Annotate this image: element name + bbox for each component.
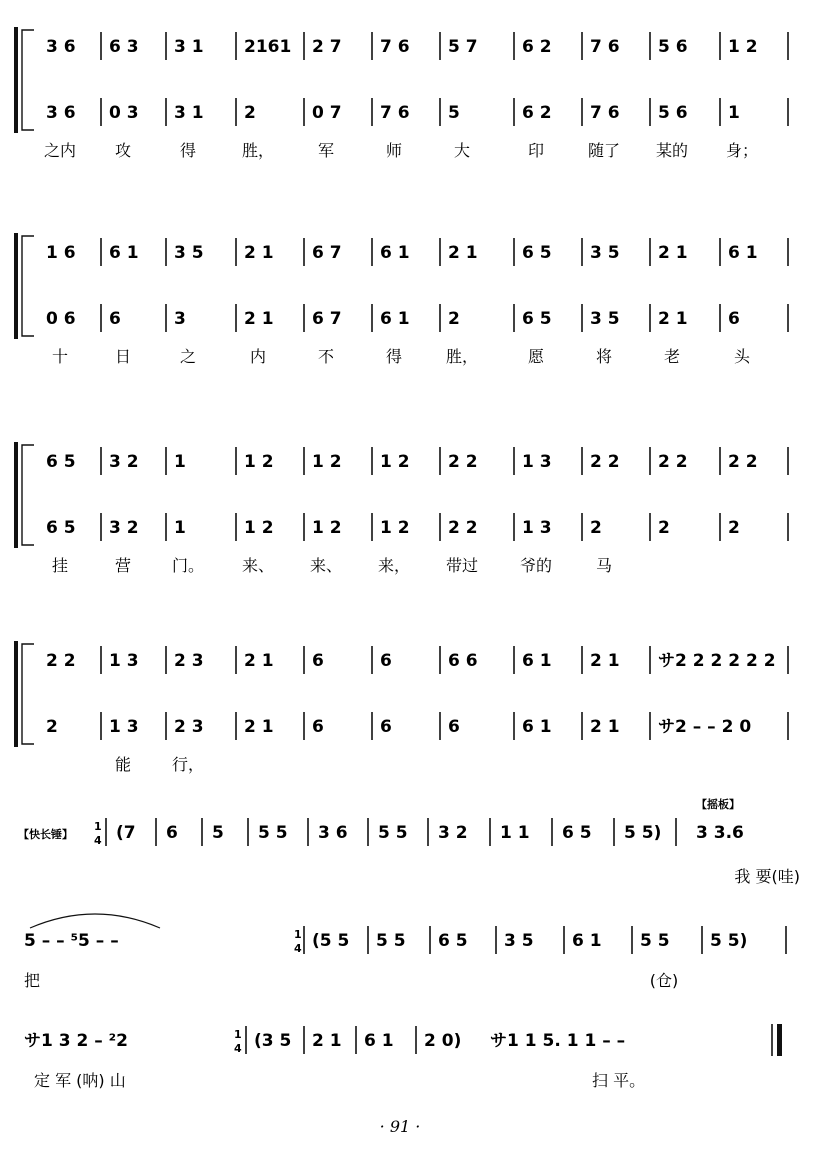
- lyric-syllable: 之: [179, 347, 197, 366]
- lyric-syllable: 爷的: [519, 556, 553, 575]
- lyric-syllable: 日: [114, 347, 132, 366]
- top-staff-note: 7 6: [380, 37, 410, 57]
- top-staff-note: 7 6: [590, 37, 620, 57]
- bottom-staff-note: 5 6: [658, 103, 688, 123]
- bottom-staff-note: 6 2: [522, 103, 552, 123]
- top-staff-note: 2 2: [728, 452, 758, 472]
- interlude-measure: 2 1: [312, 1031, 342, 1051]
- bottom-staff-note: 6: [728, 309, 740, 329]
- bottom-staff-note: 2: [658, 518, 670, 538]
- top-staff-note: 6 1: [380, 243, 410, 263]
- interlude-measure: 2 0): [424, 1031, 462, 1051]
- top-staff-note: サ2 2 2 2 2 2: [658, 651, 776, 671]
- top-staff-note: 2 2: [448, 452, 478, 472]
- bottom-staff-note: 7 6: [590, 103, 620, 123]
- lyric-syllable: 随了: [587, 141, 621, 160]
- prelude-measure: 6: [166, 823, 178, 843]
- bottom-staff-note: 2 2: [448, 518, 478, 538]
- lyric-line: 定 军 (呐) 山: [34, 1071, 126, 1090]
- bottom-staff-note: 1: [174, 518, 186, 538]
- lyric-syllable: 马: [595, 556, 613, 575]
- top-staff-note: 2 1: [244, 651, 274, 671]
- bottom-staff-note: 3 6: [46, 103, 76, 123]
- bottom-staff-note: 2 1: [244, 309, 274, 329]
- lyric-syllable: 来、: [241, 556, 275, 575]
- time-signature-numerator: 1: [294, 928, 302, 941]
- top-staff-note: 3 5: [590, 243, 620, 263]
- tie-arc: [30, 914, 160, 928]
- interlude-measure: 6 1: [572, 931, 602, 951]
- lyric-syllable: 来，: [377, 556, 411, 575]
- top-staff-note: 2 7: [312, 37, 342, 57]
- bottom-staff-note: 6: [448, 717, 460, 737]
- interlude-measure: (5 5: [312, 931, 350, 951]
- bottom-staff-note: サ2 – – 2 0: [658, 717, 752, 737]
- top-staff-note: 6 6: [448, 651, 478, 671]
- bottom-staff-note: 6: [380, 717, 392, 737]
- lyric-syllable: 行，: [171, 755, 205, 774]
- bottom-staff-note: 0 6: [46, 309, 76, 329]
- bottom-staff-note: 2: [244, 103, 256, 123]
- lyric-syllable: 愿: [527, 347, 545, 366]
- lyric-syllable: 得: [385, 347, 403, 366]
- top-staff-note: 3 5: [174, 243, 204, 263]
- lyric-syllable: 攻: [114, 141, 132, 160]
- bottom-staff-note: 3: [174, 309, 186, 329]
- interlude-measure: 6 5: [438, 931, 468, 951]
- bottom-staff-note: 6: [312, 717, 324, 737]
- prelude-measure: 1 1: [500, 823, 530, 843]
- bottom-staff-note: 6 5: [522, 309, 552, 329]
- system-bracket: [22, 30, 34, 130]
- interlude-measure: 5 5: [376, 931, 406, 951]
- top-staff-note: 1: [174, 452, 186, 472]
- lyric-syllable: 把: [24, 971, 41, 990]
- top-staff-note: 6 7: [312, 243, 342, 263]
- system-bracket-bar: [14, 27, 18, 133]
- system-bracket: [22, 445, 34, 545]
- top-staff-note: 3 6: [46, 37, 76, 57]
- system-bracket-bar: [14, 442, 18, 548]
- lyric-syllable: 不: [317, 347, 335, 366]
- top-staff-note: 1 2: [312, 452, 342, 472]
- lyric-syllable: 胜，: [241, 141, 275, 160]
- percussion-mark: (仓): [649, 971, 679, 990]
- page-number: · 91 ·: [379, 1117, 421, 1136]
- top-staff-note: 6: [312, 651, 324, 671]
- bottom-staff-note: 2 1: [658, 309, 688, 329]
- final-bar-thick: [777, 1024, 782, 1056]
- bottom-staff-note: 2: [728, 518, 740, 538]
- prelude-measure: 5 5: [378, 823, 408, 843]
- lyric-syllable: 来、: [309, 556, 343, 575]
- top-staff-note: 2 1: [244, 243, 274, 263]
- top-staff-note: 2 1: [448, 243, 478, 263]
- prelude-measure: (7: [116, 823, 136, 843]
- top-staff-note: 6 1: [109, 243, 139, 263]
- top-staff-note: 2161: [244, 37, 292, 57]
- bottom-staff-note: 1 2: [312, 518, 342, 538]
- time-signature-denominator: 4: [294, 942, 302, 955]
- system-bracket: [22, 236, 34, 336]
- lyric-syllable: 挂: [51, 556, 69, 575]
- bottom-staff-note: 1 2: [244, 518, 274, 538]
- system-bracket-bar: [14, 641, 18, 747]
- top-staff-note: 1 2: [380, 452, 410, 472]
- lyric-syllable: 印: [527, 141, 545, 160]
- system-bracket: [22, 644, 34, 744]
- bottom-staff-note: 5: [448, 103, 460, 123]
- lyric-line: 扫 平。: [592, 1071, 646, 1090]
- bottom-staff-note: 6 1: [380, 309, 410, 329]
- free-meter-notes: サ1 3 2 – ²2: [24, 1031, 128, 1051]
- bottom-staff-note: 1: [728, 103, 740, 123]
- top-staff-note: 2 2: [590, 452, 620, 472]
- section-label-yaoban: 【摇板】: [696, 798, 740, 811]
- interlude-measure: 3 5: [504, 931, 534, 951]
- interlude-measure: (3 5: [254, 1031, 292, 1051]
- lyric-line: 我 要(哇): [734, 867, 800, 886]
- bottom-staff-note: 3 2: [109, 518, 139, 538]
- top-staff-note: 6 2: [522, 37, 552, 57]
- lyric-syllable: 之内: [43, 141, 77, 160]
- prelude-measure: 5: [212, 823, 224, 843]
- lyric-syllable: 大: [453, 141, 471, 160]
- bottom-staff-note: 2 1: [590, 717, 620, 737]
- top-staff-note: 2 2: [658, 452, 688, 472]
- bottom-staff-note: 2: [46, 717, 58, 737]
- top-staff-note: 6 5: [46, 452, 76, 472]
- bottom-staff-note: 0 3: [109, 103, 139, 123]
- top-staff-note: 1 3: [109, 651, 139, 671]
- time-signature-numerator: 1: [234, 1028, 242, 1041]
- bottom-staff-note: 2: [448, 309, 460, 329]
- top-staff-note: 6 1: [522, 651, 552, 671]
- time-signature-denominator: 4: [94, 834, 102, 847]
- top-staff-note: 1 2: [244, 452, 274, 472]
- bottom-staff-note: 2: [590, 518, 602, 538]
- lyric-syllable: 师: [385, 141, 403, 160]
- top-staff-note: 6 3: [109, 37, 139, 57]
- lyric-syllable: 得: [179, 141, 197, 160]
- top-staff-note: 1 6: [46, 243, 76, 263]
- bottom-staff-note: 1 2: [380, 518, 410, 538]
- interlude-measure: 5 5: [640, 931, 670, 951]
- prelude-measure: 3 2: [438, 823, 468, 843]
- lyric-syllable: 头: [733, 347, 751, 366]
- lyric-syllable: 能: [114, 755, 132, 774]
- interlude-measure: 6 1: [364, 1031, 394, 1051]
- system-bracket-bar: [14, 233, 18, 339]
- time-signature-numerator: 1: [94, 820, 102, 833]
- top-staff-note: 6: [380, 651, 392, 671]
- section-label-kuaichangchui: 【快长锤】: [18, 828, 73, 841]
- lyric-syllable: 门。: [171, 556, 205, 575]
- bottom-staff-note: 3 5: [590, 309, 620, 329]
- top-staff-note: 3 2: [109, 452, 139, 472]
- top-staff-note: 3 1: [174, 37, 204, 57]
- bottom-staff-note: 6 7: [312, 309, 342, 329]
- top-staff-note: 2 2: [46, 651, 76, 671]
- prelude-measure: 5 5): [624, 823, 662, 843]
- lyric-syllable: 老: [663, 347, 681, 366]
- top-staff-note: 6 5: [522, 243, 552, 263]
- top-staff-note: 2 1: [590, 651, 620, 671]
- bottom-staff-note: 2 3: [174, 717, 204, 737]
- prelude-measure: 3 6: [318, 823, 348, 843]
- lyric-syllable: 某的: [655, 141, 689, 160]
- prelude-measure: 6 5: [562, 823, 592, 843]
- held-note: 5 – – ⁵5 – –: [24, 931, 119, 951]
- lyric-syllable: 将: [595, 347, 613, 366]
- bottom-staff-note: 0 7: [312, 103, 342, 123]
- lyric-syllable: 营: [114, 556, 132, 575]
- top-staff-note: 5 7: [448, 37, 478, 57]
- ending-notes: サ1 1 5. 1 1 – –: [490, 1031, 626, 1051]
- interlude-measure: 5 5): [710, 931, 748, 951]
- top-staff-note: 1 2: [728, 37, 758, 57]
- yaoban-notes: 3 3.6: [696, 823, 744, 843]
- bottom-staff-note: 2 1: [244, 717, 274, 737]
- bottom-staff-note: 6: [109, 309, 121, 329]
- top-staff-note: 6 1: [728, 243, 758, 263]
- lyric-syllable: 内: [249, 347, 267, 366]
- lyric-syllable: 胜，: [445, 347, 479, 366]
- lyric-syllable: 军: [317, 141, 335, 160]
- lyric-syllable: 身；: [725, 141, 759, 160]
- top-staff-note: 5 6: [658, 37, 688, 57]
- top-staff-note: 1 3: [522, 452, 552, 472]
- top-staff-note: 2 3: [174, 651, 204, 671]
- bottom-staff-note: 6 1: [522, 717, 552, 737]
- bottom-staff-note: 3 1: [174, 103, 204, 123]
- lyric-syllable: 十: [51, 347, 69, 366]
- bottom-staff-note: 7 6: [380, 103, 410, 123]
- time-signature-denominator: 4: [234, 1042, 242, 1055]
- prelude-measure: 5 5: [258, 823, 288, 843]
- bottom-staff-note: 6 5: [46, 518, 76, 538]
- bottom-staff-note: 1 3: [522, 518, 552, 538]
- top-staff-note: 2 1: [658, 243, 688, 263]
- lyric-syllable: 带过: [445, 556, 479, 575]
- bottom-staff-note: 1 3: [109, 717, 139, 737]
